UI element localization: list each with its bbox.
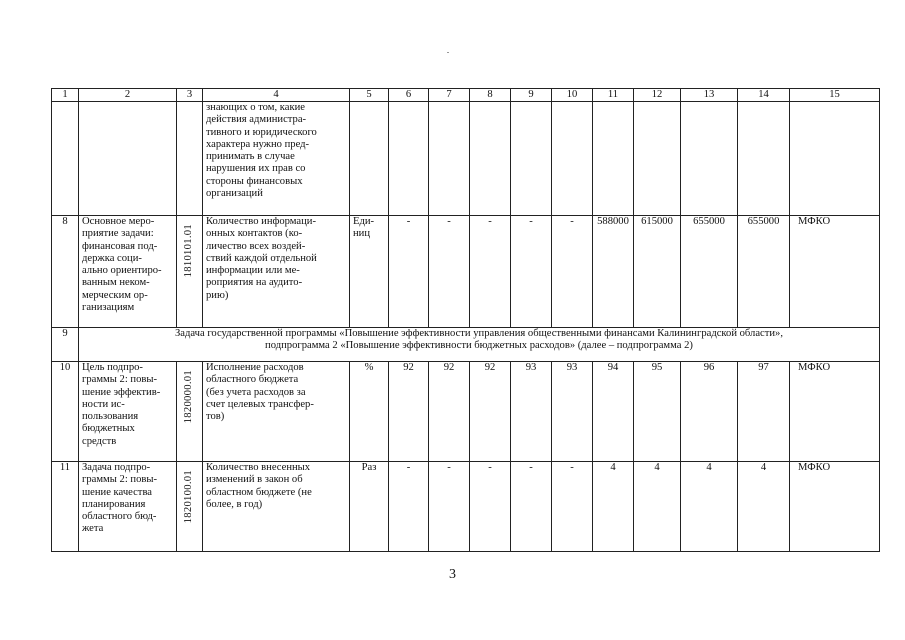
- text-line: бюджетных: [82, 423, 135, 435]
- measure-code: 1810101.01: [177, 216, 203, 328]
- value-cell: 92: [389, 362, 429, 462]
- text-line: граммы 2: повы-: [82, 474, 158, 486]
- value-cell: 93: [511, 362, 552, 462]
- indicator-name: [203, 362, 350, 462]
- header-cell-4: 4: [203, 89, 350, 102]
- indicator-name: [203, 462, 350, 552]
- row-number: 9: [52, 328, 79, 362]
- text-line: нарушения их прав со: [206, 163, 306, 175]
- text-line: граммы 2: повы-: [82, 374, 158, 386]
- text-line: Основное меро-: [82, 216, 155, 227]
- text-line: принимать в случае: [206, 151, 295, 163]
- text-line: шение качества: [82, 486, 153, 498]
- unit: [350, 462, 389, 552]
- value-cell: 4: [738, 462, 790, 552]
- value-cell: -: [552, 216, 593, 328]
- page-number: 3: [449, 567, 456, 582]
- text-line: мерческим ор-: [82, 289, 148, 301]
- text-line: жета: [82, 523, 104, 535]
- value-cell: 95: [634, 362, 681, 462]
- text-line: ганизациям: [82, 302, 135, 314]
- text-line: Задача подпро-: [82, 462, 151, 473]
- text-line: областного бюджета: [206, 374, 299, 386]
- responsible: МФКО: [790, 362, 880, 462]
- header-cell-7: 7: [429, 89, 470, 102]
- text-line: планирования: [82, 498, 146, 510]
- value-cell: 96: [681, 362, 738, 462]
- header-cell-10: 10: [552, 89, 593, 102]
- header-cell-11: 11: [593, 89, 634, 102]
- text-line: средств: [82, 435, 117, 447]
- measure-name: [79, 362, 177, 462]
- text-line: Количество внесенных: [206, 462, 311, 473]
- continuation-row: [52, 102, 880, 216]
- value-cell: 4: [681, 462, 738, 552]
- text-line: Еди-: [353, 216, 375, 227]
- text-line: личество всех воздей-: [206, 240, 306, 252]
- unit: [350, 216, 389, 328]
- value-cell: -: [389, 216, 429, 328]
- value-cell: 655000: [738, 216, 790, 328]
- row-number: 10: [52, 362, 79, 462]
- value-cell: 94: [593, 362, 634, 462]
- unit: [350, 362, 389, 462]
- row-number: 8: [52, 216, 79, 328]
- value-cell: -: [389, 462, 429, 552]
- text-line: ванным неком-: [82, 277, 150, 289]
- header-cell-1: 1: [52, 89, 79, 102]
- indicators-table: [51, 88, 880, 552]
- text-line: %: [364, 362, 374, 373]
- value-cell: 92: [470, 362, 511, 462]
- text-line: Исполнение расходов: [206, 362, 304, 373]
- value-cell: 97: [738, 362, 790, 462]
- text-line: Цель подпро-: [82, 362, 143, 373]
- header-cell-15: 15: [790, 89, 880, 102]
- header-cell-2: 2: [79, 89, 177, 102]
- value-cell: -: [429, 462, 470, 552]
- measure-code: 1820100.01: [177, 462, 203, 552]
- text-line: информации или ме-: [206, 265, 300, 277]
- continuation-indicator-text: [203, 102, 350, 216]
- header-cell-5: 5: [350, 89, 389, 102]
- header-cell-9: 9: [511, 89, 552, 102]
- indicator-name: [203, 216, 350, 328]
- text-line: пользования: [82, 411, 139, 423]
- value-cell: -: [470, 462, 511, 552]
- text-line: областного бюд-: [82, 511, 157, 523]
- text-line: (без учета расходов за: [206, 386, 306, 398]
- measure-name: [79, 462, 177, 552]
- text-line: держка соци-: [82, 252, 142, 264]
- text-line: ствий каждой отдельной: [206, 252, 317, 264]
- text-line: более, в год): [206, 498, 263, 510]
- text-line: тивного и юридического: [206, 126, 317, 138]
- text-line: рию): [206, 289, 229, 301]
- text-line: областном бюджете (не: [206, 486, 312, 498]
- text-line: ности ис-: [82, 398, 125, 410]
- value-cell: 655000: [681, 216, 738, 328]
- text-line: Количество информаци-: [206, 216, 316, 227]
- text-line: организаций: [206, 188, 263, 200]
- value-cell: -: [511, 462, 552, 552]
- table-row: [52, 462, 880, 552]
- header-cell-8: 8: [470, 89, 511, 102]
- text-line: шение эффектив-: [82, 386, 161, 398]
- header-cell-13: 13: [681, 89, 738, 102]
- measure-name: [79, 216, 177, 328]
- header-cell-6: 6: [389, 89, 429, 102]
- text-line: приятие задачи:: [82, 228, 154, 240]
- text-line: финансовая под-: [82, 240, 158, 252]
- text-line: онных контактов (ко-: [206, 228, 303, 240]
- value-cell: 4: [593, 462, 634, 552]
- text-line: счет целевых трансфер-: [206, 398, 314, 410]
- text-line: действия администра-: [206, 114, 307, 126]
- section-title: Задача государственной программы «Повышение эффективности управления общественными финансами Калининградской области», подпрограмма 2 «Повышение эффективности бюджетных расходов» (далее – подпрограмма 2): [79, 328, 880, 362]
- text-line: Раз: [361, 462, 377, 473]
- value-cell: 588000: [593, 216, 634, 328]
- value-cell: -: [429, 216, 470, 328]
- value-cell: 4: [634, 462, 681, 552]
- row-number: 11: [52, 462, 79, 552]
- header-row: [52, 89, 880, 102]
- text-line: ально ориентиро-: [82, 265, 162, 277]
- header-cell-14: 14: [738, 89, 790, 102]
- value-cell: 93: [552, 362, 593, 462]
- table-row: [52, 216, 880, 328]
- text-line: изменений в закон об: [206, 474, 303, 486]
- responsible: МФКО: [790, 216, 880, 328]
- text-line: характера нужно пред-: [206, 138, 310, 150]
- value-cell: -: [511, 216, 552, 328]
- text-line: тов): [206, 411, 225, 423]
- value-cell: -: [470, 216, 511, 328]
- table-row: [52, 362, 880, 462]
- text-line: стороны финансовых: [206, 175, 303, 187]
- table-row-section: [52, 328, 880, 362]
- scan-mark: [447, 52, 449, 53]
- responsible: МФКО: [790, 462, 880, 552]
- value-cell: -: [552, 462, 593, 552]
- text-line: роприятия на аудито-: [206, 277, 303, 289]
- text-line: ниц: [353, 228, 371, 240]
- measure-code: 1820000.01: [177, 362, 203, 462]
- text-line: знающих о том, какие: [206, 102, 305, 113]
- value-cell: 92: [429, 362, 470, 462]
- value-cell: 615000: [634, 216, 681, 328]
- header-cell-12: 12: [634, 89, 681, 102]
- header-cell-3: 3: [177, 89, 203, 102]
